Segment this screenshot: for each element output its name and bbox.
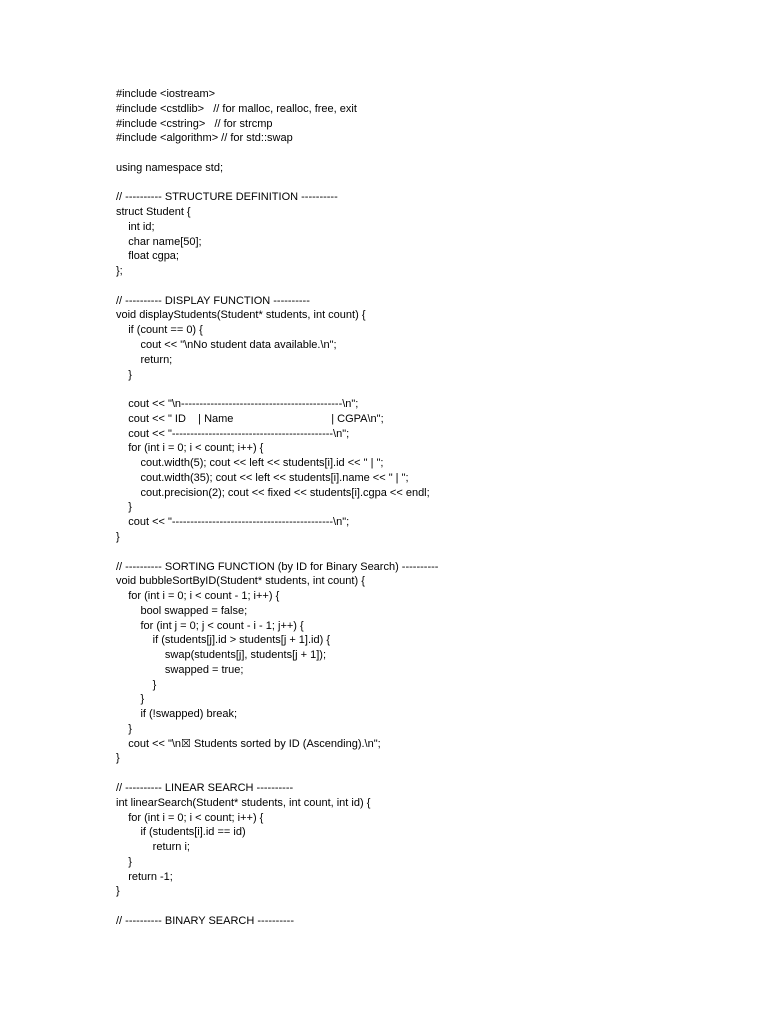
code-line: int linearSearch(Student* students, int count, int id) {: [116, 796, 371, 809]
code-line: [116, 899, 736, 914]
code-line: if (students[j].id > students[j + 1].id) {: [116, 634, 330, 647]
code-line: }: [116, 693, 145, 706]
code-document: [116, 87, 736, 929]
code-line: char name[50];: [116, 235, 202, 248]
code-line: }: [116, 501, 132, 514]
code-line: // ---------- SORTING FUNCTION (by ID for Binary Search) ----------: [116, 560, 439, 573]
code-line: void bubbleSortByID(Student* students, int count) {: [116, 575, 365, 588]
code-line: // ---------- DISPLAY FUNCTION ----------: [116, 294, 310, 307]
code-line: using namespace std;: [116, 161, 224, 174]
code-line: #include <iostream>: [116, 88, 216, 100]
code-line: for (int i = 0; i < count - 1; i++) {: [116, 590, 280, 603]
code-line: [116, 766, 736, 781]
code-line: [116, 382, 736, 397]
code-line: cout.precision(2); cout << fixed << students[i].cgpa << endl;: [116, 486, 430, 499]
code-line: int id;: [116, 220, 155, 233]
code-line: cout << "--------------------------------------------\n";: [116, 427, 350, 440]
code-line: // ---------- LINEAR SEARCH ----------: [116, 781, 294, 794]
code-line: }: [116, 752, 120, 765]
code-line: [116, 176, 736, 191]
code-line: return;: [116, 353, 173, 366]
code-line: cout << "--------------------------------------------\n";: [116, 516, 350, 529]
code-line: cout << "\nNo student data available.\n";: [116, 339, 337, 352]
code-line: return -1;: [116, 870, 173, 883]
code-line: [116, 146, 736, 161]
code-line: for (int i = 0; i < count; i++) {: [116, 811, 264, 824]
code-line: cout << "\n--------------------------------------------\n";: [116, 398, 359, 411]
code-line: cout.width(5); cout << left << students[i].id << " | ";: [116, 457, 384, 470]
code-line: void displayStudents(Student* students, int count) {: [116, 309, 366, 322]
code-line: cout.width(35); cout << left << students[i].name << " | ";: [116, 471, 409, 484]
code-line: if (!swapped) break;: [116, 708, 238, 721]
code-line: }: [116, 855, 132, 868]
code-line: };: [116, 265, 123, 278]
code-line: [116, 545, 736, 560]
code-line: [116, 279, 736, 294]
code-line: if (count == 0) {: [116, 324, 203, 337]
code-line: bool swapped = false;: [116, 604, 248, 617]
code-line: #include <cstring> // for strcmp: [116, 117, 273, 130]
code-line: // ---------- BINARY SEARCH ----------: [116, 914, 294, 927]
code-line: for (int j = 0; j < count - i - 1; j++) {: [116, 619, 304, 632]
code-line: for (int i = 0; i < count; i++) {: [116, 442, 264, 455]
code-line: // ---------- STRUCTURE DEFINITION ----------: [116, 191, 338, 204]
code-line: }: [116, 885, 120, 898]
code-line: }: [116, 530, 120, 543]
code-line: }: [116, 722, 132, 735]
code-line: if (students[i].id == id): [116, 826, 246, 839]
code-line: }: [116, 678, 157, 691]
code-line: #include <cstdlib> // for malloc, realloc, free, exit: [116, 102, 357, 115]
code-line: #include <algorithm> // for std::swap: [116, 132, 293, 145]
code-line: struct Student {: [116, 206, 191, 219]
code-line: swapped = true;: [116, 663, 244, 676]
code-line: cout << " ID | Name | CGPA\n";: [116, 412, 384, 425]
code-line: }: [116, 368, 132, 381]
code-line: swap(students[j], students[j + 1]);: [116, 649, 327, 662]
code-line: cout << "\n☒ Students sorted by ID (Ascending).\n";: [116, 737, 381, 750]
code-line: return i;: [116, 841, 190, 854]
code-line: float cgpa;: [116, 250, 179, 263]
